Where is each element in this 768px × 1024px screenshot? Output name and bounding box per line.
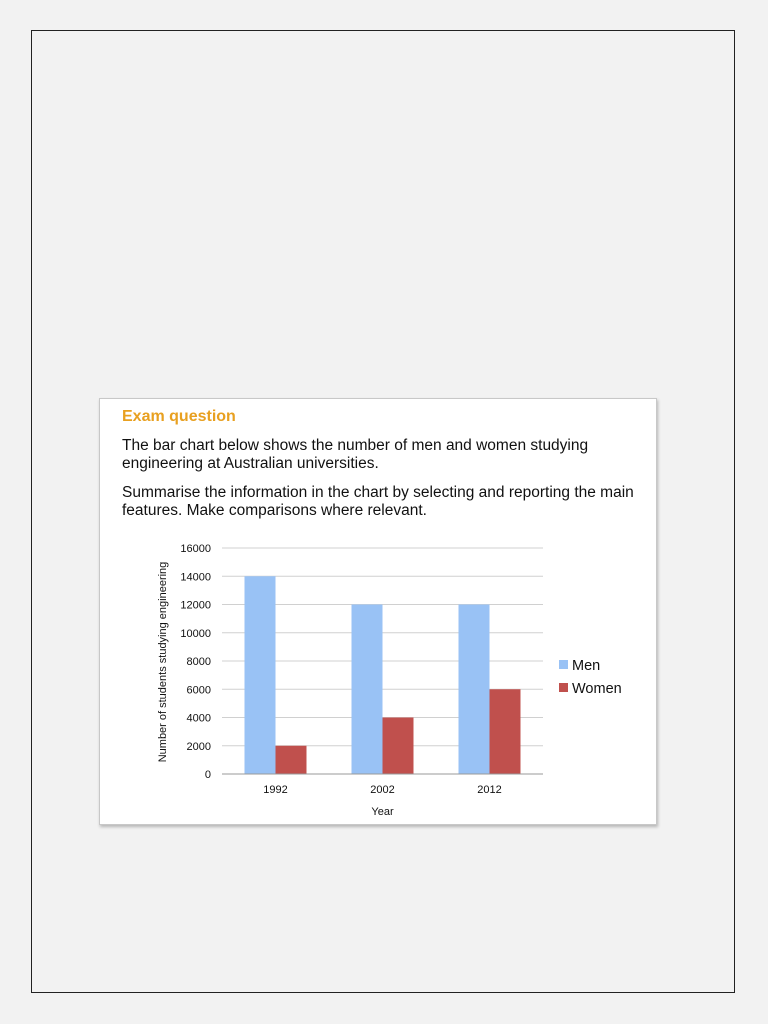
x-tick-label: 2002	[370, 784, 395, 796]
legend-swatch-women	[559, 683, 568, 692]
y-axis-title: Number of students studying engineering	[157, 561, 169, 763]
question-prompt: The bar chart below shows the number of men and women studying engineering at Australian universities.	[122, 437, 589, 472]
y-tick-label: 0	[204, 769, 211, 781]
y-tick-label: 6000	[186, 684, 211, 697]
bar-women-2002	[383, 718, 414, 775]
y-tick-label: 8000	[186, 656, 211, 668]
x-axis-title: Year	[371, 806, 394, 818]
legend-label-women: Women	[572, 681, 622, 697]
y-tick-label: 10000	[180, 627, 211, 640]
bar-men-2002	[352, 605, 383, 775]
x-tick-label: 1992	[263, 784, 288, 796]
bar-men-2012	[459, 605, 490, 775]
y-tick-label: 14000	[180, 571, 211, 584]
bar-women-2012	[490, 689, 521, 774]
y-tick-label: 2000	[186, 740, 211, 753]
legend-swatch-men	[559, 660, 568, 669]
y-axis-ticks	[180, 543, 211, 781]
x-axis-ticks	[263, 784, 501, 796]
exam-heading: Exam question	[122, 408, 236, 425]
bar-chart	[100, 399, 658, 826]
y-tick-label: 4000	[186, 712, 211, 725]
y-tick-label: 12000	[180, 599, 211, 612]
x-tick-label: 2012	[477, 784, 502, 796]
legend	[559, 658, 622, 697]
bar-women-1992	[276, 746, 307, 774]
y-tick-label: 16000	[180, 543, 211, 555]
bars	[245, 576, 521, 774]
exam-question-card	[99, 398, 657, 825]
question-instructions: Summarise the information in the chart by selecting and reporting the main features. Make comparisons where relevant.	[122, 484, 634, 519]
bar-men-1992	[245, 576, 276, 774]
legend-label-men: Men	[572, 658, 601, 674]
